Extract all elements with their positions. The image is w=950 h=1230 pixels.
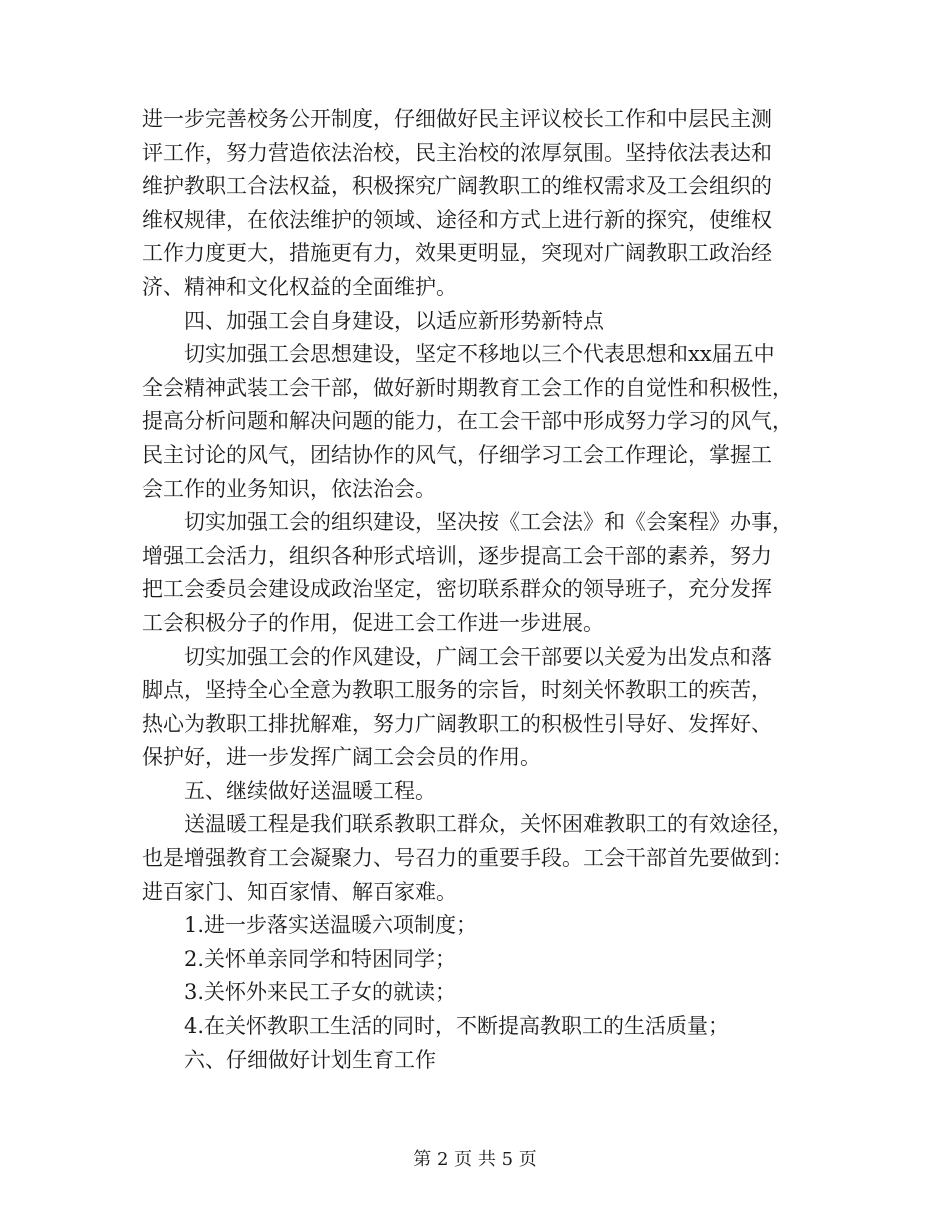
text-line: 切实加强工会的组织建设，坚决按《工会法》和《会案程》办事，: [184, 510, 793, 535]
text-line: 3.关怀外来民工子女的就读；: [184, 980, 457, 1005]
text-line: 会工作的业务知识，依法治会。: [142, 476, 436, 501]
text-line: 提高分析问题和解决问题的能力，在工会干部中形成努力学习的风气，: [142, 409, 793, 434]
text-line: 维护教职工合法权益，积极探究广阔教职工的维权需求及工会组织的: [142, 174, 772, 199]
text-line: 增强工会活力，组织各种形式培训，逐步提高工会干部的素养，努力: [142, 543, 772, 568]
text-line: 热心为教职工排扰解难，努力广阔教职工的积极性引导好、发挥好、: [142, 711, 772, 736]
text-line: 切实加强工会思想建设，坚定不移地以三个代表思想和xx届五中: [184, 342, 775, 367]
text-line: 2.关怀单亲同学和特困同学；: [184, 946, 457, 971]
page-number-footer: 第 2 页 共 5 页: [413, 1149, 537, 1170]
text-line: 进百家门、知百家情、解百家难。: [142, 879, 457, 904]
text-line: 维权规律，在依法维护的领域、途径和方式上进行新的探究，使维权: [142, 207, 772, 232]
document-body: [142, 103, 812, 1077]
text-line: 五、继续做好送温暖工程。: [184, 778, 436, 803]
text-line: 全会精神武装工会干部，做好新时期教育工会工作的自觉性和积极性，: [142, 375, 793, 400]
text-line: 进一步完善校务公开制度，仔细做好民主评议校长工作和中层民主测: [142, 107, 772, 131]
text-line: 工会积极分子的作用，促进工会工作进一步进展。: [142, 610, 604, 635]
text-line: 切实加强工会的作风建设，广阔工会干部要以关爱为出发点和落: [184, 644, 772, 669]
text-line: 工作力度更大，措施更有力，效果更明显，突现对广阔教职工政治经: [142, 241, 772, 266]
text-line: 1.进一步落实送温暖六项制度；: [184, 913, 478, 938]
text-line: 六、仔细做好计划生育工作: [184, 1047, 436, 1072]
text-line: 济、精神和文化权益的全面维护。: [142, 274, 457, 299]
text-line: 脚点，坚持全心全意为教职工服务的宗旨，时刻关怀教职工的疾苦，: [142, 678, 772, 703]
text-line: 评工作，努力营造依法治校，民主治校的浓厚氛围。坚持依法表达和: [142, 140, 772, 165]
text-line: 四、加强工会自身建设，以适应新形势新特点: [184, 308, 604, 333]
text-line: 也是增强教育工会凝聚力、号召力的重要手段。工会干部首先要做到：: [142, 846, 793, 871]
text-line: 保护好，进一步发挥广阔工会会员的作用。: [142, 745, 541, 770]
text-line: 送温暖工程是我们联系教职工群众，关怀困难教职工的有效途径，: [184, 812, 793, 837]
text-line: 民主讨论的风气，团结协作的风气，仔细学习工会工作理论，掌握工: [142, 442, 772, 467]
text-line: 把工会委员会建设成政治坚定，密切联系群众的领导班子，充分发挥: [142, 577, 772, 602]
text-line: 4.在关怀教职工生活的同时，不断提高教职工的生活质量；: [184, 1014, 730, 1039]
